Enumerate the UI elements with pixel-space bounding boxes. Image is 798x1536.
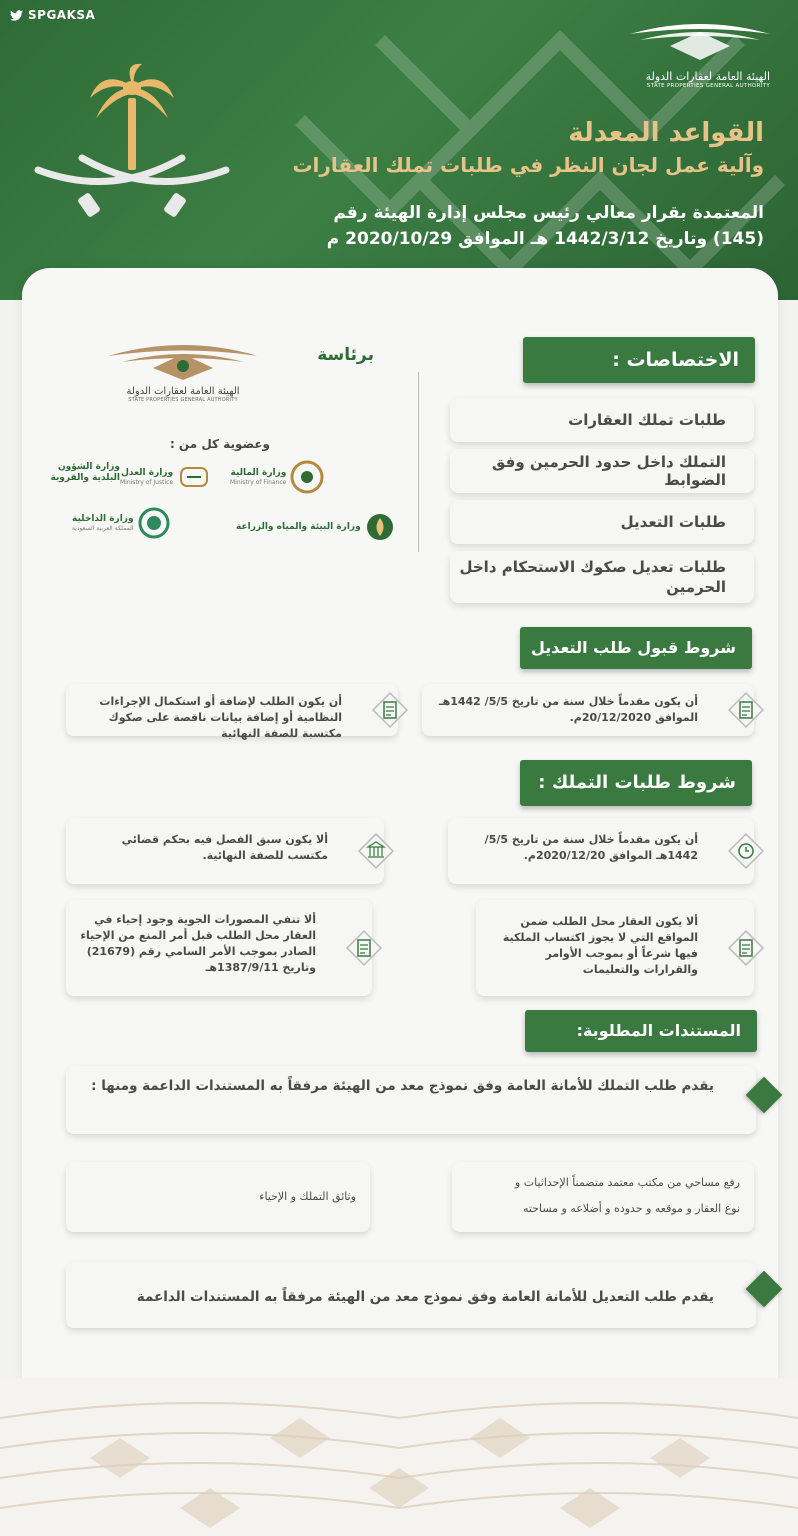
presidency-label: برئاسة [317,345,374,365]
ministry-municipal-logo [40,462,120,484]
required-documents-title: المستندات المطلوبة: [525,1010,757,1052]
ownership-condition-item [448,818,754,884]
section-divider [418,372,419,552]
approval-text [204,200,764,252]
amendment-request-box: يقدم طلب التعديل للأمانة العامة وفق نموذج معد من الهيئة مرفقاً به المستندات الداعمة [66,1262,756,1328]
approval-line-1: المعتمدة بقرار معالي رئيس مجلس إدارة الهيئة رقم [333,203,764,223]
footer-pattern [0,1378,798,1536]
ministry-interior-logo [72,505,170,541]
authority-logo-icon [108,340,258,382]
ownership-conditions-title: شروط طلبات التملك : [520,760,752,806]
specialization-item: طلبات تملك العقارات [450,398,754,442]
ownership-condition-text: ألا يكون العقار محل الطلب ضمن المواقع التي لا يجوز اكتساب الملكية فيها شرعاً أو بموجب الأوامر والقرارات والتعليمات [502,915,698,976]
ownership-condition-item [66,900,372,996]
header-banner [0,0,798,300]
membership-label: وعضوية كل من : [169,437,270,451]
court-diamond-icon [356,831,396,871]
ownership-condition-item [476,900,754,996]
survey-doc-line-2: نوع العقار و موقعه و حدوده و أضلاعه و مساحته [522,1202,740,1215]
amendment-condition-text: أن يكون مقدماً خلال سنة من تاريخ 5/5/ 1442هـ الموافق 20/12/2020م. [438,695,698,724]
twitter-handle-text: SPGAKSA [28,8,96,22]
ministry-municipal-name: وزارة الشؤون البلدية والقروية [50,462,120,483]
presidency-authority-name-ar: الهيئة العامة لعقارات الدولة [126,386,240,397]
ownership-condition-text: أن يكون مقدماً خلال سنة من تاريخ 5/5/ 1442هـ الموافق 2020/12/20م. [484,833,698,862]
amendment-condition-item [422,684,754,736]
document-diamond-icon [726,690,766,730]
approval-line-2: (145) وتاريخ 1442/3/12 هـ الموافق 2020/10/29 م [326,229,764,249]
ownership-condition-item [66,818,384,884]
ministry-finance-name: وزارة المالية [230,468,287,478]
ministry-justice-name: وزارة العدل [121,468,174,478]
amendment-conditions-title: شروط قبول طلب التعديل [520,627,752,669]
ministry-finance-sub: Ministry of Finance [230,479,287,486]
ownership-docs-box: وثائق التملك و الإحياء [66,1162,370,1232]
ministry-interior-sub: المملكة العربية السعودية [72,525,134,532]
ministry-environment-name: وزارة البيئة والمياه والزراعة [236,521,361,532]
specialization-item: طلبات التعديل [450,500,754,544]
survey-document-box [452,1162,754,1232]
ministry-justice-logo [120,462,211,492]
specializations-title: الاختصاصات : [523,337,755,383]
ministry-finance-logo [230,460,324,494]
ministry-justice-sub: Ministry of Justice [120,479,174,486]
amendment-condition-text: أن يكون الطلب لإضافة أو استكمال الإجراءات النظامية أو إضافة بيانات ناقصة على صكوك مكتسبة للصفة النهائية [99,695,342,740]
survey-doc-line-1: رفع مساحي من مكتب معتمد متضمناً الإحداثيات و [514,1176,740,1189]
ownership-request-box: يقدم طلب التملك للأمانة العامة وفق نموذج معد من الهيئة مرفقاً به المستندات الداعمة ومنها : [66,1066,756,1134]
document-diamond-icon [370,690,410,730]
page-title: القواعد المعدلة [568,118,764,148]
ownership-condition-text: ألا تنفي المصورات الجوية وجود إحياء في العقار محل الطلب قبل أمر المنع من الإحياء الصادر بموجب الأمر السامي رقم (21679) وتاريخ 1387/9/11هـ [80,913,316,974]
ownership-condition-text: ألا يكون سبق الفصل فيه بحكم قضائي مكتسب للصفة النهائية. [121,833,328,862]
authority-logo [620,20,770,100]
footer-pattern-graphic [0,1378,798,1536]
authority-name-ar: الهيئة العامة لعقارات الدولة [645,70,770,83]
twitter-handle[interactable] [10,8,95,22]
document-diamond-icon [344,928,384,968]
ministry-finance-icon [290,460,324,494]
calendar-diamond-icon [726,831,766,871]
ministry-interior-icon [138,505,170,541]
ministry-interior-name: وزارة الداخلية [72,514,134,524]
authority-logo-icon [630,20,770,62]
ministry-environment-logo [236,512,395,542]
ministry-environment-icon [365,512,395,542]
authority-name-en: STATE PROPERTIES GENERAL AUTHORITY [646,83,770,89]
presidency-authority-name-en: STATE PROPERTIES GENERAL AUTHORITY [128,397,238,403]
presidency-authority-logo [98,340,268,418]
saudi-emblem-icon [32,58,232,228]
page-subtitle: وآلية عمل لجان النظر في طلبات تملك العقارات [292,153,764,177]
amendment-condition-item [66,684,398,740]
ministry-justice-icon [177,462,211,492]
specialization-item: التملك داخل حدود الحرمين وفق الضوابط [450,449,754,493]
document-diamond-icon [726,928,766,968]
specialization-item: طلبات تعديل صكوك الاستحكام داخل الحرمين [450,551,754,603]
twitter-icon [10,10,23,21]
